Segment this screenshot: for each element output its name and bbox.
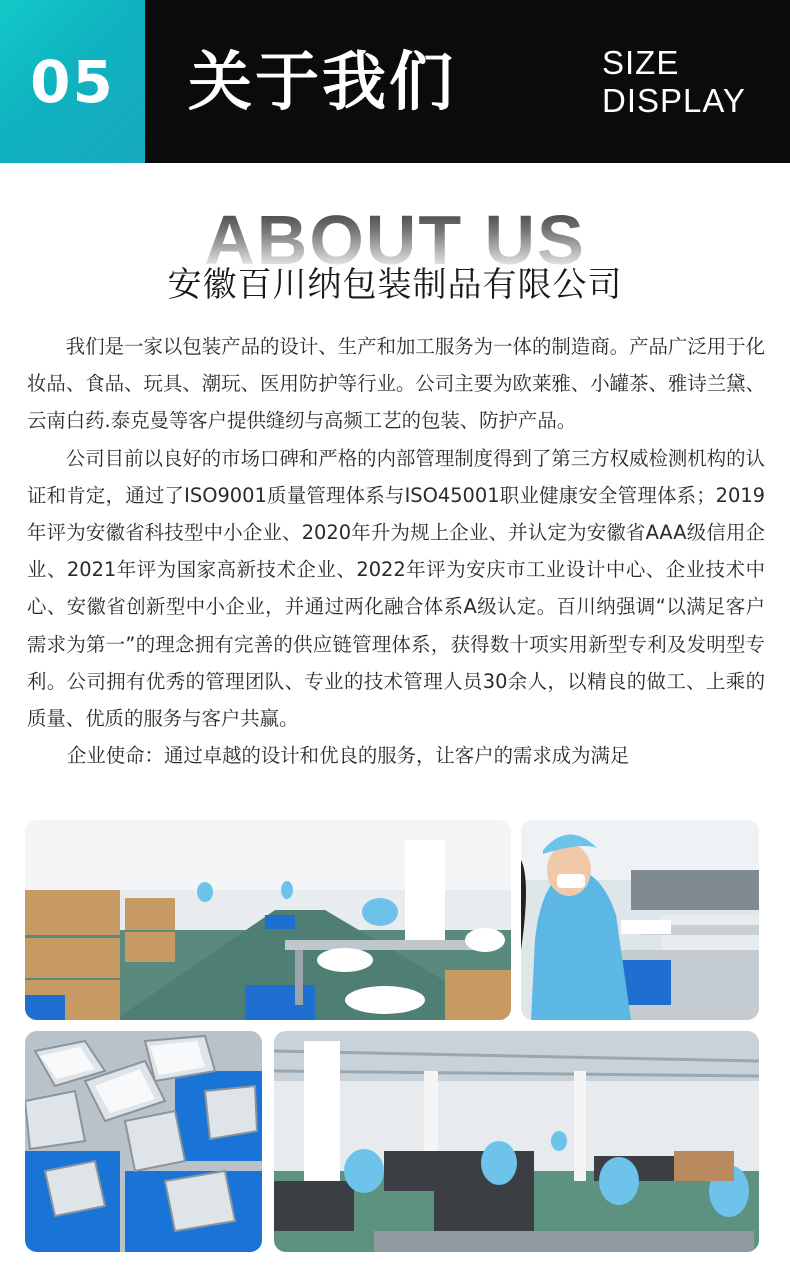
section-number: 05 (30, 47, 115, 116)
product-bins-image (25, 1031, 262, 1252)
company-description (27, 328, 765, 774)
about-us-heading: ABOUT US (0, 200, 790, 280)
company-name: 安徽百川纳包装制品有限公司 (167, 265, 623, 305)
section-subtitle (602, 44, 772, 120)
sewing-worker-photo (521, 820, 759, 1020)
section-title: 关于我们 (188, 46, 456, 120)
sewing-worker-image (521, 820, 759, 1020)
production-hall-image (274, 1031, 759, 1252)
description-paragraph: 公司目前以良好的市场口碑和严格的内部管理制度得到了第三方权威检测机构的认证和肯定，通过了ISO9001质量管理体系与ISO45001职业健康安全管理体系；2019年评为安徽省科技型中小企业、2020年升为规上企业、并认定为安徽省AAA级信用企业、2021年评为国家高新技术企业、2022年评为安庆市工业设计中心、企业技术中心、安徽省创新型中小企业，并通过两化融合体系A级认定。百川纳强调“以满足客户需求为第一”的理念拥有完善的供应链管理体系，获得数十项实用新型专利及发明型专利。公司拥有优秀的管理团队、专业的技术管理人员30余人，以精良的做工、上乘的质量、优质的服务与客户共赢。 (27, 446, 765, 731)
mission-statement: 企业使命：通过卓越的设计和优良的服务，让客户的需求成为满足 (67, 744, 630, 768)
production-hall-photo (274, 1031, 759, 1252)
section-header (0, 0, 790, 163)
description-paragraph: 我们是一家以包装产品的设计、生产和加工服务为一体的制造商。产品广泛用于化妆品、食品、玩具、潮玩、医用防护等行业。公司主要为欧莱雅、小罐茶、雅诗兰黛、云南白药.泰克曼等客户提供缝纫与高频工艺的包装、防护产品。 (27, 335, 765, 433)
factory-floor-photo (25, 820, 511, 1020)
section-subtitle-line1: SIZE (602, 44, 680, 81)
section-subtitle-line2: DISPLAY (602, 82, 746, 119)
section-number-badge (0, 0, 145, 163)
factory-floor-image (25, 820, 511, 1020)
product-bins-photo (25, 1031, 262, 1252)
